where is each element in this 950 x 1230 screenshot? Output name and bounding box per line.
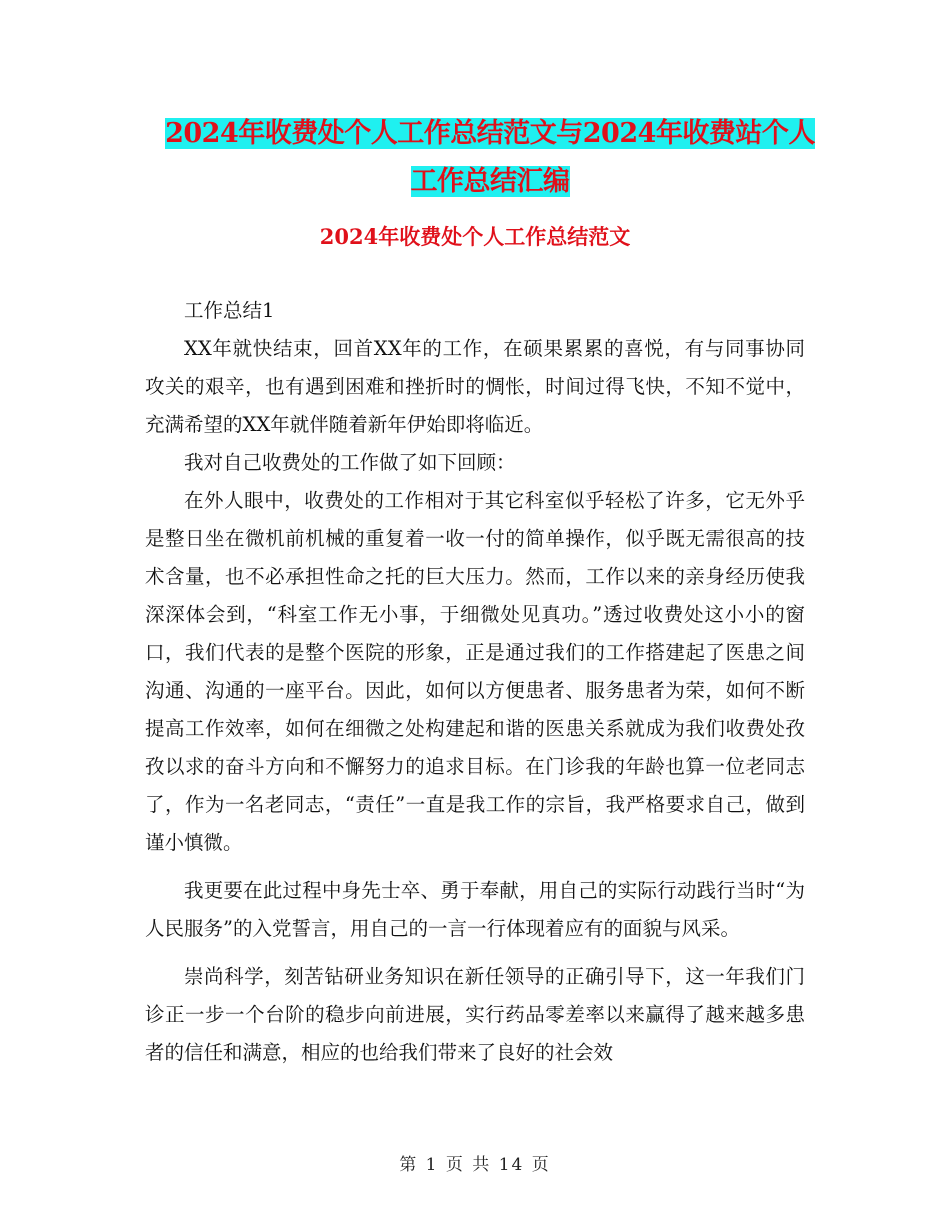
page-footer: 第 1 页 共 14 页 [399, 1155, 551, 1175]
paragraph: 崇尚科学，刻苦钻研业务知识在新任领导的正确引导下，这一年我们门诊正一步一个台阶的稳步向前进展，实行药品零差率以来赢得了越来越多患者的信任和满意，相应的也给我们带来了良好的社会效 [145, 965, 805, 1064]
paragraph: 我对自己收费处的工作做了如下回顾： [184, 451, 516, 474]
document-title-line-2: 工作总结汇编 [410, 166, 570, 197]
paragraph: XX年就快结束，回首XX年的工作，在硕果累累的喜悦，有与同事协同攻关的艰辛，也有遇到困难和挫折时的惆怅，时间过得飞快，不知不觉中，充满希望的XX年就伴随着新年伊始即将临近。 [145, 337, 805, 436]
document-title-line-1: 2024年收费处个人工作总结范文与2024年收费站个人 [165, 118, 815, 149]
paragraph: 我更要在此过程中身先士卒、勇于奉献，用自己的实际行动践行当时“为人民服务”的入党誓言，用自己的一言一行体现着应有的面貌与风采。 [145, 879, 805, 940]
document-body [145, 292, 805, 1072]
paragraph: 在外人眼中，收费处的工作相对于其它科室似乎轻松了许多，它无外乎是整日坐在微机前机械的重复着一收一付的简单操作，似乎既无需很高的技术含量，也不必承担性命之托的巨大压力。然而，工作以来的亲身经历使我深深体会到，“科室工作无小事，于细微处见真功。”透过收费处这小小的窗口，我们代表的是整个医院的形象，正是通过我们的工作搭建起了医患之间沟通、沟通的一座平台。因此，如何以方便患者、服务患者为荣，如何不断提高工作效率，如何在细微之处构建起和谐的医患关系就成为我们收费处孜孜以求的奋斗方向和不懈努力的追求目标。在门诊我的年龄也算一位老同志了，作为一名老同志，“责任”一直是我工作的宗旨，我严格要求自己，做到谨小慎微。 [145, 489, 805, 854]
section-title: 2024年收费处个人工作总结范文 [319, 224, 631, 249]
paragraph: 工作总结1 [184, 299, 275, 322]
document-title [140, 110, 840, 206]
